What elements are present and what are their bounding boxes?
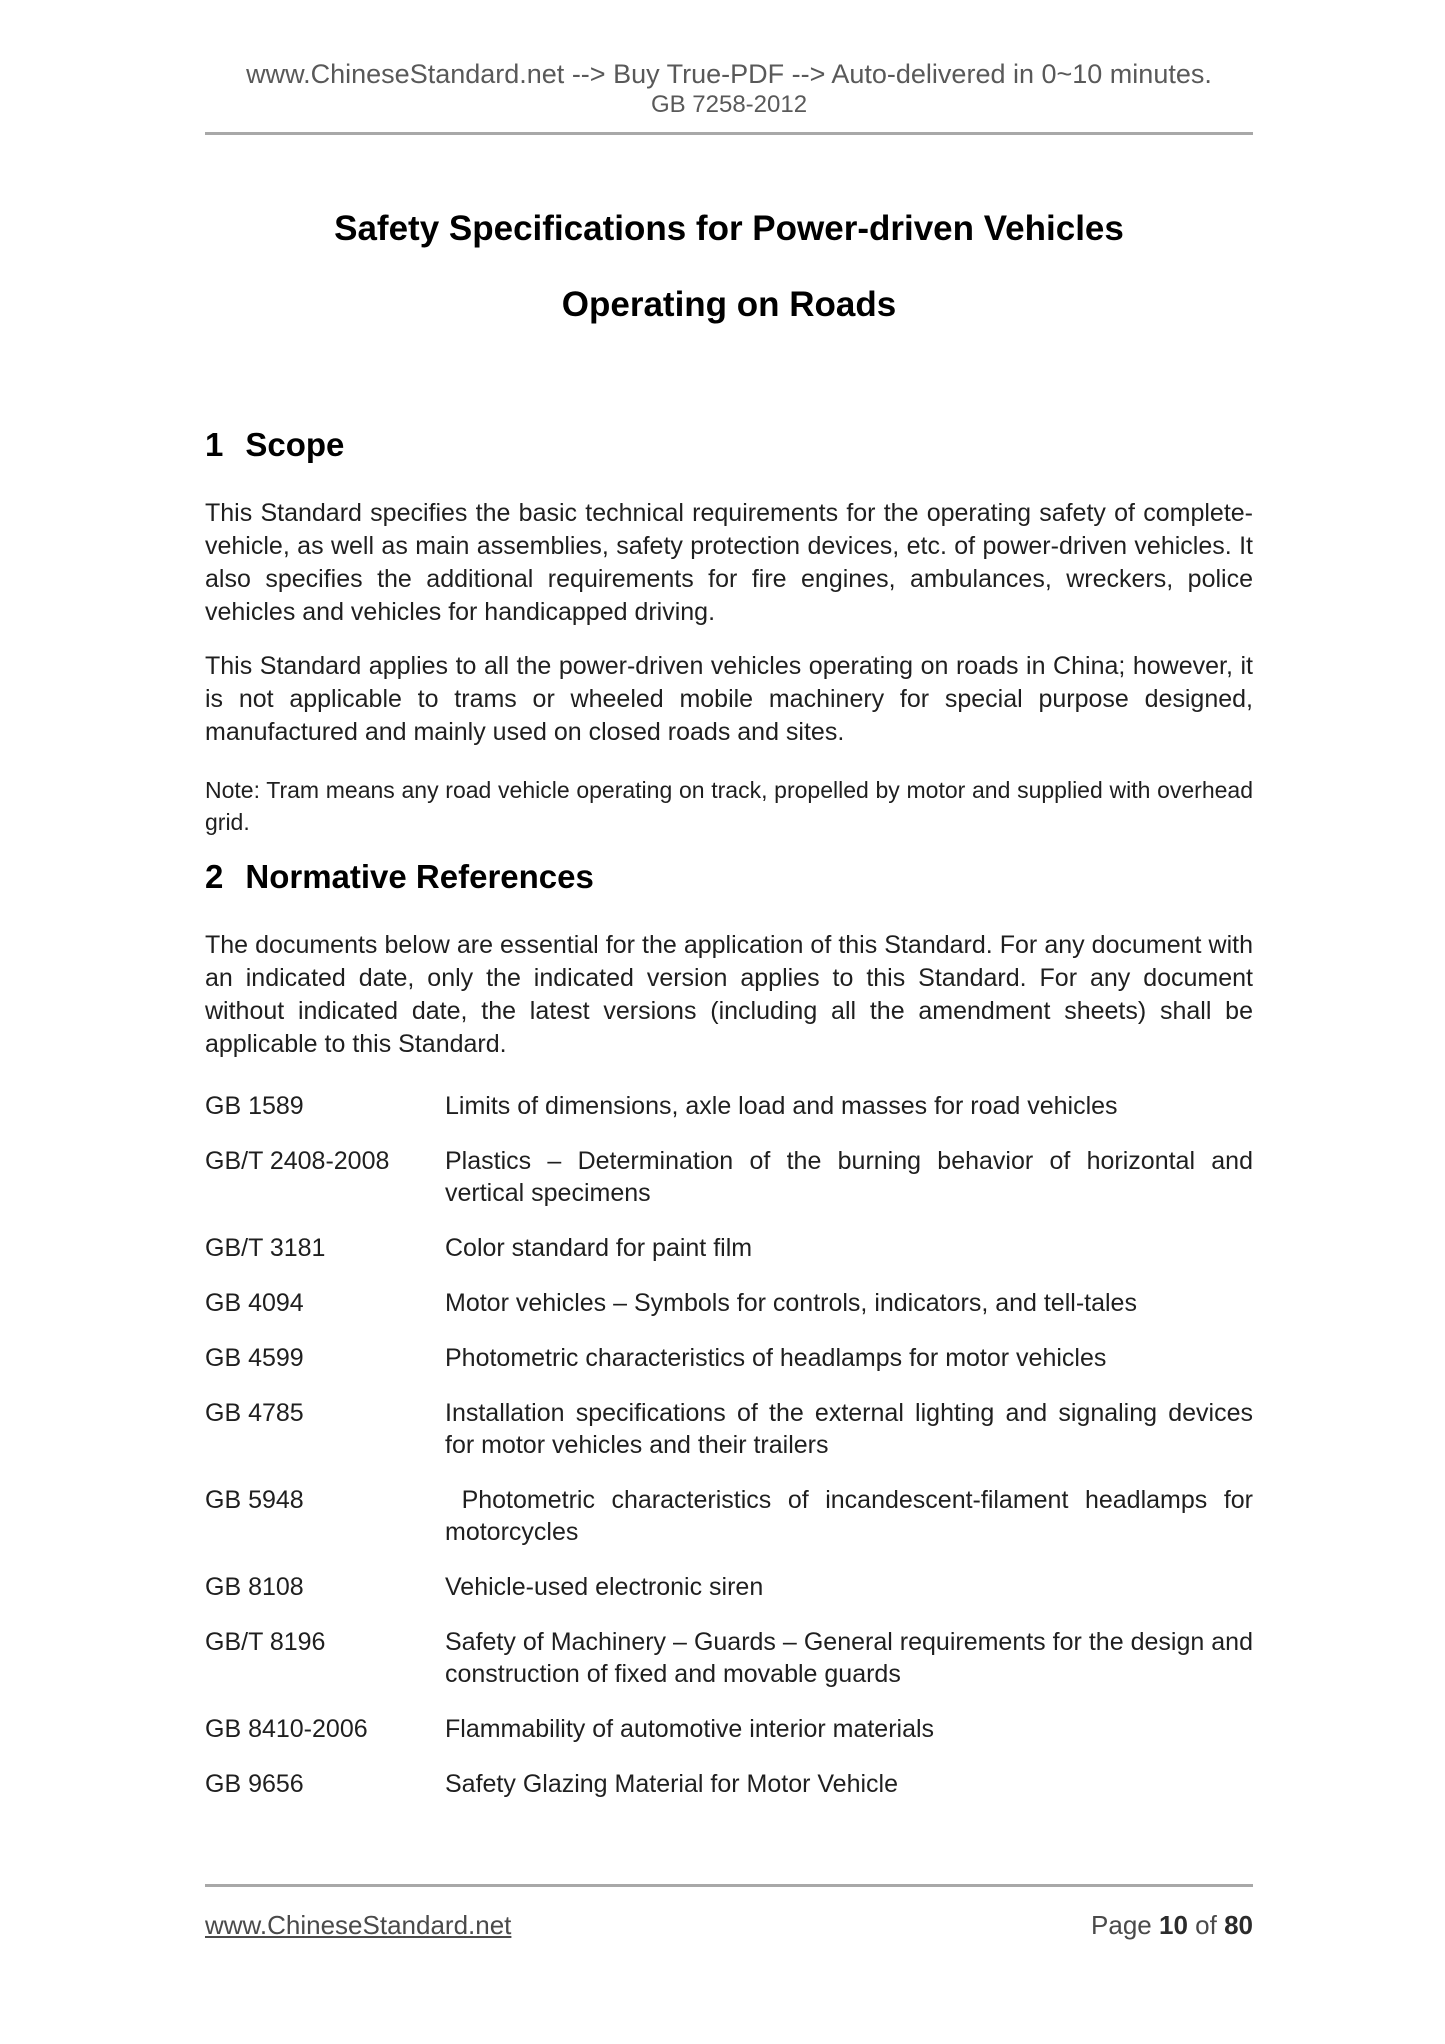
scope-paragraph-2: This Standard applies to all the power-driven vehicles operating on roads in China; however, it is not applicable to trams or wheeled mobile machinery for special purpose designed, manufactured and mainly used on closed roads and sites. [205, 652, 1253, 746]
reference-row [205, 1768, 1253, 1800]
footer-divider [205, 1884, 1253, 1887]
reference-title: Limits of dimensions, axle load and masses for road vehicles [445, 1092, 1118, 1120]
reference-title: Safety of Machinery – Guards – General requirements for the design and construction of fixed and movable guards [445, 1628, 1260, 1688]
reference-row [205, 1397, 1260, 1461]
reference-row [205, 1484, 1260, 1548]
reference-code: GB/T 8196 [205, 1628, 326, 1656]
page-word: Page [1091, 1910, 1152, 1940]
document-title [205, 209, 1253, 325]
section-heading-normative-references [205, 857, 1253, 897]
reference-row [205, 1342, 1253, 1374]
normative-section-title: Normative References [245, 858, 594, 895]
reference-title: Photometric characteristics of headlamps for motor vehicles [445, 1344, 1107, 1372]
reference-code: GB 4785 [205, 1399, 304, 1427]
scope-section-number: 1 [205, 426, 224, 463]
reference-code: GB 4094 [205, 1289, 304, 1317]
reference-title: Vehicle-used electronic siren [445, 1573, 764, 1601]
reference-row [205, 1713, 1253, 1745]
title-line-2: Operating on Roads [561, 285, 897, 324]
footer-site-link[interactable]: www.ChineseStandard.net [205, 1910, 512, 1940]
reference-row [205, 1090, 1253, 1122]
scope-section-title: Scope [245, 426, 345, 463]
page-number: 10 [1159, 1910, 1188, 1940]
reference-row [205, 1571, 1253, 1603]
reference-title: Safety Glazing Material for Motor Vehicle [445, 1770, 898, 1798]
reference-title: Flammability of automotive interior materials [445, 1715, 935, 1743]
reference-code: GB 9656 [205, 1770, 304, 1798]
page-content [205, 0, 1260, 1823]
of-word: of [1195, 1910, 1217, 1940]
reference-row [205, 1626, 1260, 1690]
header-tagline: www.ChineseStandard.net --> Buy True-PDF --> Auto-delivered in 0~10 minutes. [246, 59, 1212, 89]
header-divider [205, 132, 1253, 135]
reference-code: GB 8108 [205, 1573, 304, 1601]
reference-row [205, 1145, 1260, 1209]
reference-code: GB 8410-2006 [205, 1715, 368, 1743]
normative-intro-paragraph: The documents below are essential for the application of this Standard. For any document with an indicated date, only the indicated version applies to this Standard. For any document without indicated date, the latest versions (including all the amendment sheets) shall be applicable to this Standard. [205, 931, 1253, 1058]
reference-title: Color standard for paint film [445, 1234, 753, 1262]
references-list [205, 1090, 1260, 1800]
footer-row [205, 1909, 1253, 1941]
scope-note: Note: Tram means any road vehicle operating on track, propelled by motor and supplied with overhead grid. [205, 777, 1253, 835]
standard-code: GB 7258-2012 [650, 91, 808, 118]
reference-code: GB 4599 [205, 1344, 304, 1372]
total-pages: 80 [1224, 1910, 1253, 1940]
page-footer [205, 1884, 1253, 1941]
reference-title: Photometric characteristics of incandescent-filament headlamps for motorcycles [445, 1486, 1260, 1546]
reference-code: GB 1589 [205, 1092, 304, 1120]
normative-section-number: 2 [205, 858, 224, 895]
page-indicator [1091, 1909, 1253, 1941]
reference-code: GB/T 2408-2008 [205, 1147, 390, 1175]
reference-row [205, 1287, 1253, 1319]
reference-row [205, 1232, 1253, 1264]
scope-paragraph-1: This Standard specifies the basic technical requirements for the operating safety of complete-vehicle, as well as main assemblies, safety protection devices, etc. of power-driven vehicles. It also specifies the additional requirements for fire engines, ambulances, wreckers, police vehicles and vehicles for handicapped driving. [205, 499, 1253, 626]
reference-title: Motor vehicles – Symbols for controls, indicators, and tell-tales [445, 1289, 1137, 1317]
reference-code: GB 5948 [205, 1486, 304, 1514]
section-heading-scope [205, 425, 1253, 465]
page-header [147, 0, 1311, 120]
reference-title: Installation specifications of the external lighting and signaling devices for motor vehicles and their trailers [445, 1399, 1260, 1459]
reference-code: GB/T 3181 [205, 1234, 326, 1262]
reference-title: Plastics – Determination of the burning behavior of horizontal and vertical specimens [445, 1147, 1260, 1207]
title-line-1: Safety Specifications for Power-driven Vehicles [334, 209, 1124, 248]
